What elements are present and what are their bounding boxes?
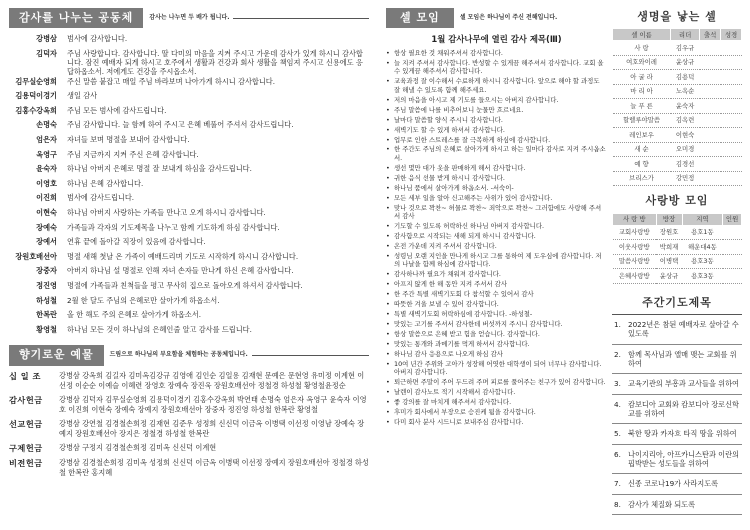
offering-row <box>9 443 369 454</box>
cell-gratitude-item: • 날마다 말씀할 양식 주시니 감사합니다. <box>386 116 607 124</box>
table-cell: 늘 푸 른 <box>613 99 671 114</box>
gratitude-row <box>9 310 369 325</box>
table-cell <box>700 171 721 186</box>
table-cell <box>721 99 742 114</box>
offering-category: 십 일 조 <box>9 371 41 382</box>
gratitude-row <box>9 296 369 311</box>
member-name: 김무실순영희 <box>15 76 57 86</box>
member-name: 손명숙 <box>36 120 57 130</box>
cell-gratitude-item: • 10여 년간 주위와 고아가 성장해 어엿한 대학생이 되어 너무나 감사합니다. 아버지 감사합니다. <box>386 360 607 377</box>
cell-gratitude-item: • 좋 강의를 잘 마치게 해주셔서 감사합니다. <box>386 398 607 406</box>
offering-row <box>9 419 369 439</box>
gratitude-row <box>9 150 369 165</box>
cell-gratitude-item: • 후미가 회사에서 부장으로 승진케 됨을 감사합니다. <box>386 408 607 416</box>
table-cell: 이병택 <box>656 254 682 269</box>
prayer-number: 4. <box>614 399 621 409</box>
table-cell: 박희재 <box>656 240 682 255</box>
cell-row <box>613 70 742 85</box>
table-cell: 김용덕 <box>671 70 700 85</box>
table-cell: 은혜사랑방 <box>613 269 657 284</box>
sarangbang-table <box>612 213 742 284</box>
member-name: 이현숙 <box>36 208 57 218</box>
column-header: 지역 <box>682 213 723 225</box>
cell-gratitude-item: • 항상 필요한 것 채워주셔서 감사합니다. <box>386 49 607 57</box>
offering-category: 감사헌금 <box>9 395 43 406</box>
cell-gratitude-item: • 한 주간도 주님의 은혜로 살아가게 하시고 하는 일마다 감사로 지켜 주시옵소서. <box>386 145 607 162</box>
prayer-item <box>612 474 742 494</box>
cell-gratitude-item: • 모든 세부 일을 알아 신고해주는 사위가 있어 감사합니다. <box>386 194 607 202</box>
offering-names: 강병삼 구정지 김경철손희정 김미옥 신신덕 이계현 <box>59 442 217 452</box>
cell-gratitude-item: • 주님 말씀에 나를 비추어보니 눈물만 흐르네요. <box>386 106 607 114</box>
gratitude-row <box>9 252 369 267</box>
table-cell: 오미경 <box>671 142 700 157</box>
gratitude-row <box>9 179 369 194</box>
column-header: 인원 <box>723 213 742 225</box>
gratitude-text: 하나님 아버지 사랑하는 가족들 만나고 오게 하시니 감사합니다. <box>67 208 266 218</box>
cell-gratitude-item: • 하나님 감사 응용으로 나오게 하심 감사 <box>386 350 607 358</box>
gratitude-text: 주님 사랑합니다. 감사합니다. 딸 다미의 마음을 지켜 주시고 가운데 감사가 있게 하시니 감사합니다. 잠진 예배자 되게 하시고 호주에서 생활과 건강과 회사 생활을 책임져 주시고 신용에도 응답하옵소서. 저에게도 건강을 주시옵소서. <box>67 48 363 77</box>
column-header: 사 랑 방 <box>613 213 657 225</box>
column-header: 성경 <box>721 29 742 41</box>
member-name: 강병삼 <box>36 34 57 43</box>
table-cell <box>700 41 721 56</box>
table-cell <box>700 84 721 99</box>
gratitude-row <box>9 266 369 281</box>
table-cell <box>721 113 742 128</box>
gratitude-text: 주신 말씀 붙잡고 매일 주님 바라보며 나아가게 하시니 감사합니다. <box>67 76 276 86</box>
table-cell <box>723 269 742 284</box>
table-cell: 장원호 <box>656 225 682 240</box>
gratitude-text: 하나님 아버지 은혜로 명절 잘 보내게 하심을 감사드립니다. <box>67 164 252 174</box>
table-cell: 아 굴 라 <box>613 70 671 85</box>
prayer-title: 주간기도제목 <box>642 295 712 309</box>
offering-category: 구제헌금 <box>9 442 43 453</box>
cell-row <box>613 157 742 172</box>
gratitude-text: 아버지 하나님 설 명절로 인해 자녀 손자들 만나게 하신 은혜 감사합니다. <box>67 266 294 276</box>
gratitude-row <box>9 193 369 208</box>
table-cell <box>721 41 742 56</box>
column-header: 출석 <box>700 29 721 41</box>
offering-row <box>9 458 369 478</box>
sarangbang-row <box>613 269 742 284</box>
prayer-text: 신종 코로나19가 사라지도록 <box>628 479 719 489</box>
table-cell <box>700 113 721 128</box>
table-cell: 김경선 <box>671 157 700 172</box>
offering-names: 강병삼 김덕자 김무실순영희 김용덕이경기 김홍수강옥희 박연태 손명숙 엄은자 옥영구 윤숙자 이영호 이진희 이현숙 장예숙 장예지 장원호배선아 장중자 정진영 하성철 한복란 황영철 <box>59 395 367 415</box>
gratitude-text: 하나님 모든 것이 하나님의 은혜인줄 알고 감사를 드립니다. <box>67 324 252 334</box>
table-cell: 용호1동 <box>682 225 723 240</box>
prayer-number: 3. <box>614 379 621 389</box>
cell-row <box>613 84 742 99</box>
table-cell: 여호와이레 <box>613 55 671 70</box>
cell-row <box>613 142 742 157</box>
gratitude-row <box>9 208 369 223</box>
offering-names: 강병삼 김경철손희정 김미옥 성정희 신신덕 이금옥 이병택 이선정 장예지 장원호배선아 정철경 하성철 한복란 홍지혜 <box>59 457 369 477</box>
cell-gratitude-item: • 특별 새벽기도회 허락하심에 감사합니다. -하성철- <box>386 310 607 318</box>
cell-meeting-title: 셀 모임 <box>386 8 454 28</box>
prayer-text: 나이지리아, 아프카니스탄과 이란의 핍박받는 성도들을 위하여 <box>628 449 740 469</box>
cell-row <box>613 128 742 143</box>
header-divider <box>233 18 369 19</box>
gratitude-row <box>9 49 369 77</box>
member-name: 김홍수강옥희 <box>15 105 57 115</box>
sarangbang-row <box>613 240 742 255</box>
table-cell: 예 향 <box>613 157 671 172</box>
table-cell: 해운대4동 <box>682 240 723 255</box>
cell-gratitude-item: • 하나님 품에서 살아가게 하옵소서. -서숙이- <box>386 184 607 192</box>
table-cell <box>700 55 721 70</box>
prayer-number: 5. <box>614 429 621 439</box>
right-column <box>612 8 742 524</box>
prayer-number: 1. <box>614 319 621 329</box>
prayer-text: 2022년은 참된 예배자로 살아갈 수 있도록 <box>628 319 739 339</box>
gratitude-row <box>9 106 369 121</box>
cell-gratitude-item: • 감사함으로 시작되는 새해 되게 하시니 감사합니다. <box>386 232 607 240</box>
gratitude-row <box>9 223 369 238</box>
gratitude-text: 하나님 은혜 감사합니다. <box>67 178 144 188</box>
middle-column <box>386 8 607 524</box>
member-name: 장중자 <box>36 266 57 276</box>
gratitude-text: 범사에 감사합니다. <box>67 34 128 43</box>
table-cell: 마 리 아 <box>613 84 671 99</box>
table-cell: 김우규 <box>671 41 700 56</box>
cell-gratitude-item: • 항상 말씀으로 은혜 받고 힘을 얻습니다. 감사합니다. <box>386 330 607 338</box>
table-cell <box>721 55 742 70</box>
table-cell: 윤상규 <box>656 269 682 284</box>
gratitude-text: 자녀들 보며 명절을 보내어 감사합니다. <box>67 135 190 145</box>
gratitude-text: 생일 감사 <box>67 91 98 101</box>
offering-list <box>9 371 369 477</box>
table-cell: 김옥련 <box>671 113 700 128</box>
member-name: 엄은자 <box>36 135 57 145</box>
prayer-item <box>612 445 742 475</box>
column-header: 리더 <box>671 29 700 41</box>
prayer-number: 7. <box>614 479 621 489</box>
gratitude-text: 주님 감사합니다. 늘 함께 하여 주시고 은혜 베풀어 주셔서 감사드립니다. <box>67 120 294 130</box>
table-cell <box>721 70 742 85</box>
cell-gratitude-item: • 성령님 오랜 지인을 만나게 하시고 그를 통하여 제 도우심에 감사합니다. 저의 나날을 함께 하심에 감사합니다. <box>386 252 607 269</box>
gratitude-row <box>9 120 369 135</box>
cell-gratitude-item: • 맛있는 고기를 주셔서 감사한데 버섯까지 주시니 감사합니다. <box>386 320 607 328</box>
member-name: 장원호배선아 <box>15 251 57 261</box>
cell-gratitude-item: • 생선 몇만 대가 옷을 판매하게 해서 감사합니다. <box>386 164 607 172</box>
cell-table <box>612 28 742 186</box>
gratitude-text: 가족들과 각자의 기도제목을 나누고 함께 기도하게 하심 감사합니다. <box>67 222 280 232</box>
table-cell <box>700 70 721 85</box>
table-cell: 윤숙자 <box>671 99 700 114</box>
column-header: 셀 이름 <box>613 29 671 41</box>
prayer-text: 북한 땅과 카자흐 타직 땅을 위하여 <box>628 429 737 439</box>
offering-names: 강병삼 강옥희 김길자 김미옥김강규 김영애 김인순 김일용 김재현 문예은 문현영 유미정 이계현 이선정 이순순 이예슬 이혜련 장영호 장예숙 장진욱 장원호배선아 정철경 하성철 황영철윤정순 <box>59 371 365 391</box>
cell-gratitude-item: • 저의 마음을 아시고 제 기도를 들으시는 아버지 감사합니다. <box>386 96 607 104</box>
cell-row <box>613 113 742 128</box>
prayer-list <box>612 314 742 515</box>
cell-meeting-subtitle: 셀 모임은 하나님이 주신 전해입니다. <box>459 14 558 22</box>
cell-row <box>613 171 742 186</box>
member-name: 하성철 <box>36 295 57 305</box>
cell-gratitude-item: • 아프지 않게 한 해 동안 지켜 주셔서 감사 <box>386 280 607 288</box>
table-cell <box>700 157 721 172</box>
member-name: 정진영 <box>36 280 57 290</box>
gratitude-text: 연휴 끝에 돌아갈 직장이 있음에 감사합니다. <box>67 237 206 247</box>
table-cell: 레인보우 <box>613 128 671 143</box>
gratitude-header <box>9 8 369 28</box>
table-cell <box>721 142 742 157</box>
table-cell <box>723 254 742 269</box>
cell-header <box>386 8 607 28</box>
cell-gratitude-item: • 새벽기도 할 수 있게 하셔서 감사합니다. <box>386 126 607 134</box>
gratitude-text: 주님 모든 범사에 감사드립니다. <box>67 105 167 115</box>
cell-gratitude-title: 1월 감사나무에 열린 감사 제목(Ⅲ) <box>431 34 562 44</box>
sarangbang-row <box>613 225 742 240</box>
cell-gratitude-item: • 맛있는 통개와 과메기를 먹게 하셔서 감사합니다. <box>386 340 607 348</box>
prayer-item <box>612 345 742 375</box>
gratitude-text: 2월 한 달도 주님의 은혜로만 살아가게 하옵소서. <box>67 295 220 305</box>
table-cell <box>721 171 742 186</box>
prayer-item <box>612 315 742 345</box>
prayer-number: 8. <box>614 499 621 509</box>
offering-category: 선교헌금 <box>9 419 43 430</box>
sarangbang-table-title: 사랑방 모임 <box>645 194 709 208</box>
offering-subtitle: 드림으로 하나님의 부요함을 체험하는 공동체입니다. <box>109 351 248 359</box>
member-name: 장예서 <box>36 237 57 247</box>
gratitude-row <box>9 325 369 340</box>
member-name: 김덕자 <box>36 48 57 58</box>
cell-gratitude-item: • 한 주간 특별 새벽기도회 다 참석할 수 있어서 감사 <box>386 290 607 298</box>
prayer-item <box>612 395 742 425</box>
table-cell: 용호3동 <box>682 269 723 284</box>
offering-category: 비전헌금 <box>9 457 43 468</box>
gratitude-text: 범사에 감사드립니다. <box>67 193 135 203</box>
table-cell <box>721 157 742 172</box>
cell-gratitude-item: • 날렌이 감사노트 적기 시작해서 감사합니다. <box>386 388 607 396</box>
table-cell: 용호3동 <box>682 254 723 269</box>
table-cell: 새 순 <box>613 142 671 157</box>
cell-gratitude-item: • 늘 지켜 주셔서 감사합니다. 반성할 수 있게끔 해주셔서 감사합니다. 교회 올 수 있게끔 해주셔서 감사합니다. <box>386 59 607 76</box>
prayer-text: 감사가 체질화 되도록 <box>628 499 696 509</box>
gratitude-text: 명절에 가족들과 친척들을 평고 무사히 집으로 돌아오게 하셔서 감사합니다. <box>67 280 303 290</box>
cell-table-header <box>613 29 742 41</box>
gratitude-row <box>9 77 369 92</box>
prayer-item <box>612 495 742 515</box>
cell-table-title: 생명을 낳는 셀 <box>637 10 717 23</box>
cell-gratitude-item: • 온전 가운데 지켜 주셔서 감사합니다. <box>386 242 607 250</box>
table-cell <box>721 84 742 99</box>
prayer-number: 2. <box>614 349 621 359</box>
gratitude-subtitle: 감사는 나누면 두 배가 됩니다. <box>149 14 230 22</box>
prayer-item <box>612 374 742 394</box>
cell-gratitude-item: • 퇴근하면 주말이 주어 두드려 주며 피로를 풀어주는 친구가 있어 감사합니다. <box>386 378 607 386</box>
cell-gratitude-item: • 따뜻한 겨울 보낼 수 있어 감사합니다. <box>386 300 607 308</box>
offering-names: 강병삼 강연철 김경철손희정 김재현 김준우 성정희 신신덕 이금옥 이병택 이선정 이영남 장예숙 장예지 장원호배선아 장지은 정철경 하성철 한복란 <box>59 419 365 439</box>
sarangbang-table-header <box>613 213 742 225</box>
gratitude-list <box>9 34 369 339</box>
member-name: 장예숙 <box>36 222 57 232</box>
cell-row <box>613 55 742 70</box>
member-name: 한복란 <box>36 310 57 320</box>
gratitude-row <box>9 91 369 106</box>
member-name: 이진희 <box>36 193 57 203</box>
table-cell: 노옥순 <box>671 84 700 99</box>
table-cell <box>700 99 721 114</box>
gratitude-row <box>9 164 369 179</box>
cell-gratitude-item: • 귀한 음식 선물 받게 하시니 감사합니다. <box>386 174 607 182</box>
prayer-text: 캄보디아 교회와 캄보디아 장로신학교를 위하여 <box>628 399 740 419</box>
cell-gratitude-item: • 교육과정 잘 이수해서 수료하게 하시니 감사합니다. 앞으로 해야 할 과정도 잘 해낼 수 있도록 함께 해주세요. <box>386 77 607 94</box>
gratitude-row <box>9 135 369 150</box>
offering-row <box>9 371 369 391</box>
gratitude-row <box>9 237 369 252</box>
table-cell: 교회사랑방 <box>613 225 657 240</box>
table-cell: 사 랑 <box>613 41 671 56</box>
table-cell <box>721 128 742 143</box>
table-cell: 이현숙 <box>671 128 700 143</box>
member-name: 이영호 <box>36 178 57 188</box>
cell-gratitude-item: • 다미 회사 분사 시드니로 보내주심 감사합니다. <box>386 418 607 426</box>
header-divider <box>252 355 369 356</box>
table-cell <box>723 240 742 255</box>
cell-gratitude-item: • 업무로 인한 스트레스를 잘 극복하게 하심에 감사합니다. <box>386 136 607 144</box>
table-cell: 윤상규 <box>671 55 700 70</box>
offering-title: 향기로운 예물 <box>9 345 104 365</box>
gratitude-text: 올 한 해도 주의 은혜로 살아가게 하옵소서. <box>67 310 202 320</box>
sarangbang-row <box>613 254 742 269</box>
offering-row <box>9 395 369 415</box>
member-name: 옥영구 <box>36 149 57 159</box>
cell-row <box>613 99 742 114</box>
prayer-text: 교육기관의 부흥과 교사들을 위하여 <box>628 379 740 389</box>
member-name: 윤숙자 <box>36 164 57 174</box>
table-cell: 할렐루야말씀 <box>613 113 671 128</box>
member-name: 황영철 <box>36 324 57 334</box>
cell-gratitude-item: • 감사하나까 필요가 채워져 감사합니다. <box>386 270 607 278</box>
left-column <box>9 8 369 524</box>
cell-gratitude-item: • 맞나 것으로 꽉찬~ 허물로 꽉찬~ 죄악으로 꽉찬~ 그러함에도 사랑해 주셔서 감사 <box>386 204 607 221</box>
member-name: 김용덕이경기 <box>15 91 57 101</box>
table-cell: 말씀사랑방 <box>613 254 657 269</box>
gratitude-row <box>9 34 369 49</box>
gratitude-text: 명절 새해 첫날 온 가족이 예배드리며 기도로 시작하게 하시니 감사합니다. <box>67 251 299 261</box>
cell-gratitude-item: • 기도할 수 있도록 허락하신 하나님 아버지 감사합니다. <box>386 222 607 230</box>
table-cell <box>700 142 721 157</box>
gratitude-title: 감사를 나누는 공동체 <box>9 8 143 28</box>
prayer-text: 함께 목사님과 앨매 맺는 교회를 위하여 <box>628 349 737 368</box>
cell-row <box>613 41 742 56</box>
cell-gratitude-list <box>386 49 607 427</box>
table-cell: 브리스가 <box>613 171 671 186</box>
column-header: 방장 <box>656 213 682 225</box>
table-cell <box>723 225 742 240</box>
prayer-number: 6. <box>614 449 621 459</box>
gratitude-row <box>9 281 369 296</box>
table-cell <box>700 128 721 143</box>
gratitude-text: 주님 지금까지 지켜 주신 은혜 감사합니다. <box>67 149 199 159</box>
prayer-item <box>612 424 742 444</box>
offering-header <box>9 345 369 365</box>
table-cell: 강민정 <box>671 171 700 186</box>
table-cell: 이웃사랑방 <box>613 240 657 255</box>
